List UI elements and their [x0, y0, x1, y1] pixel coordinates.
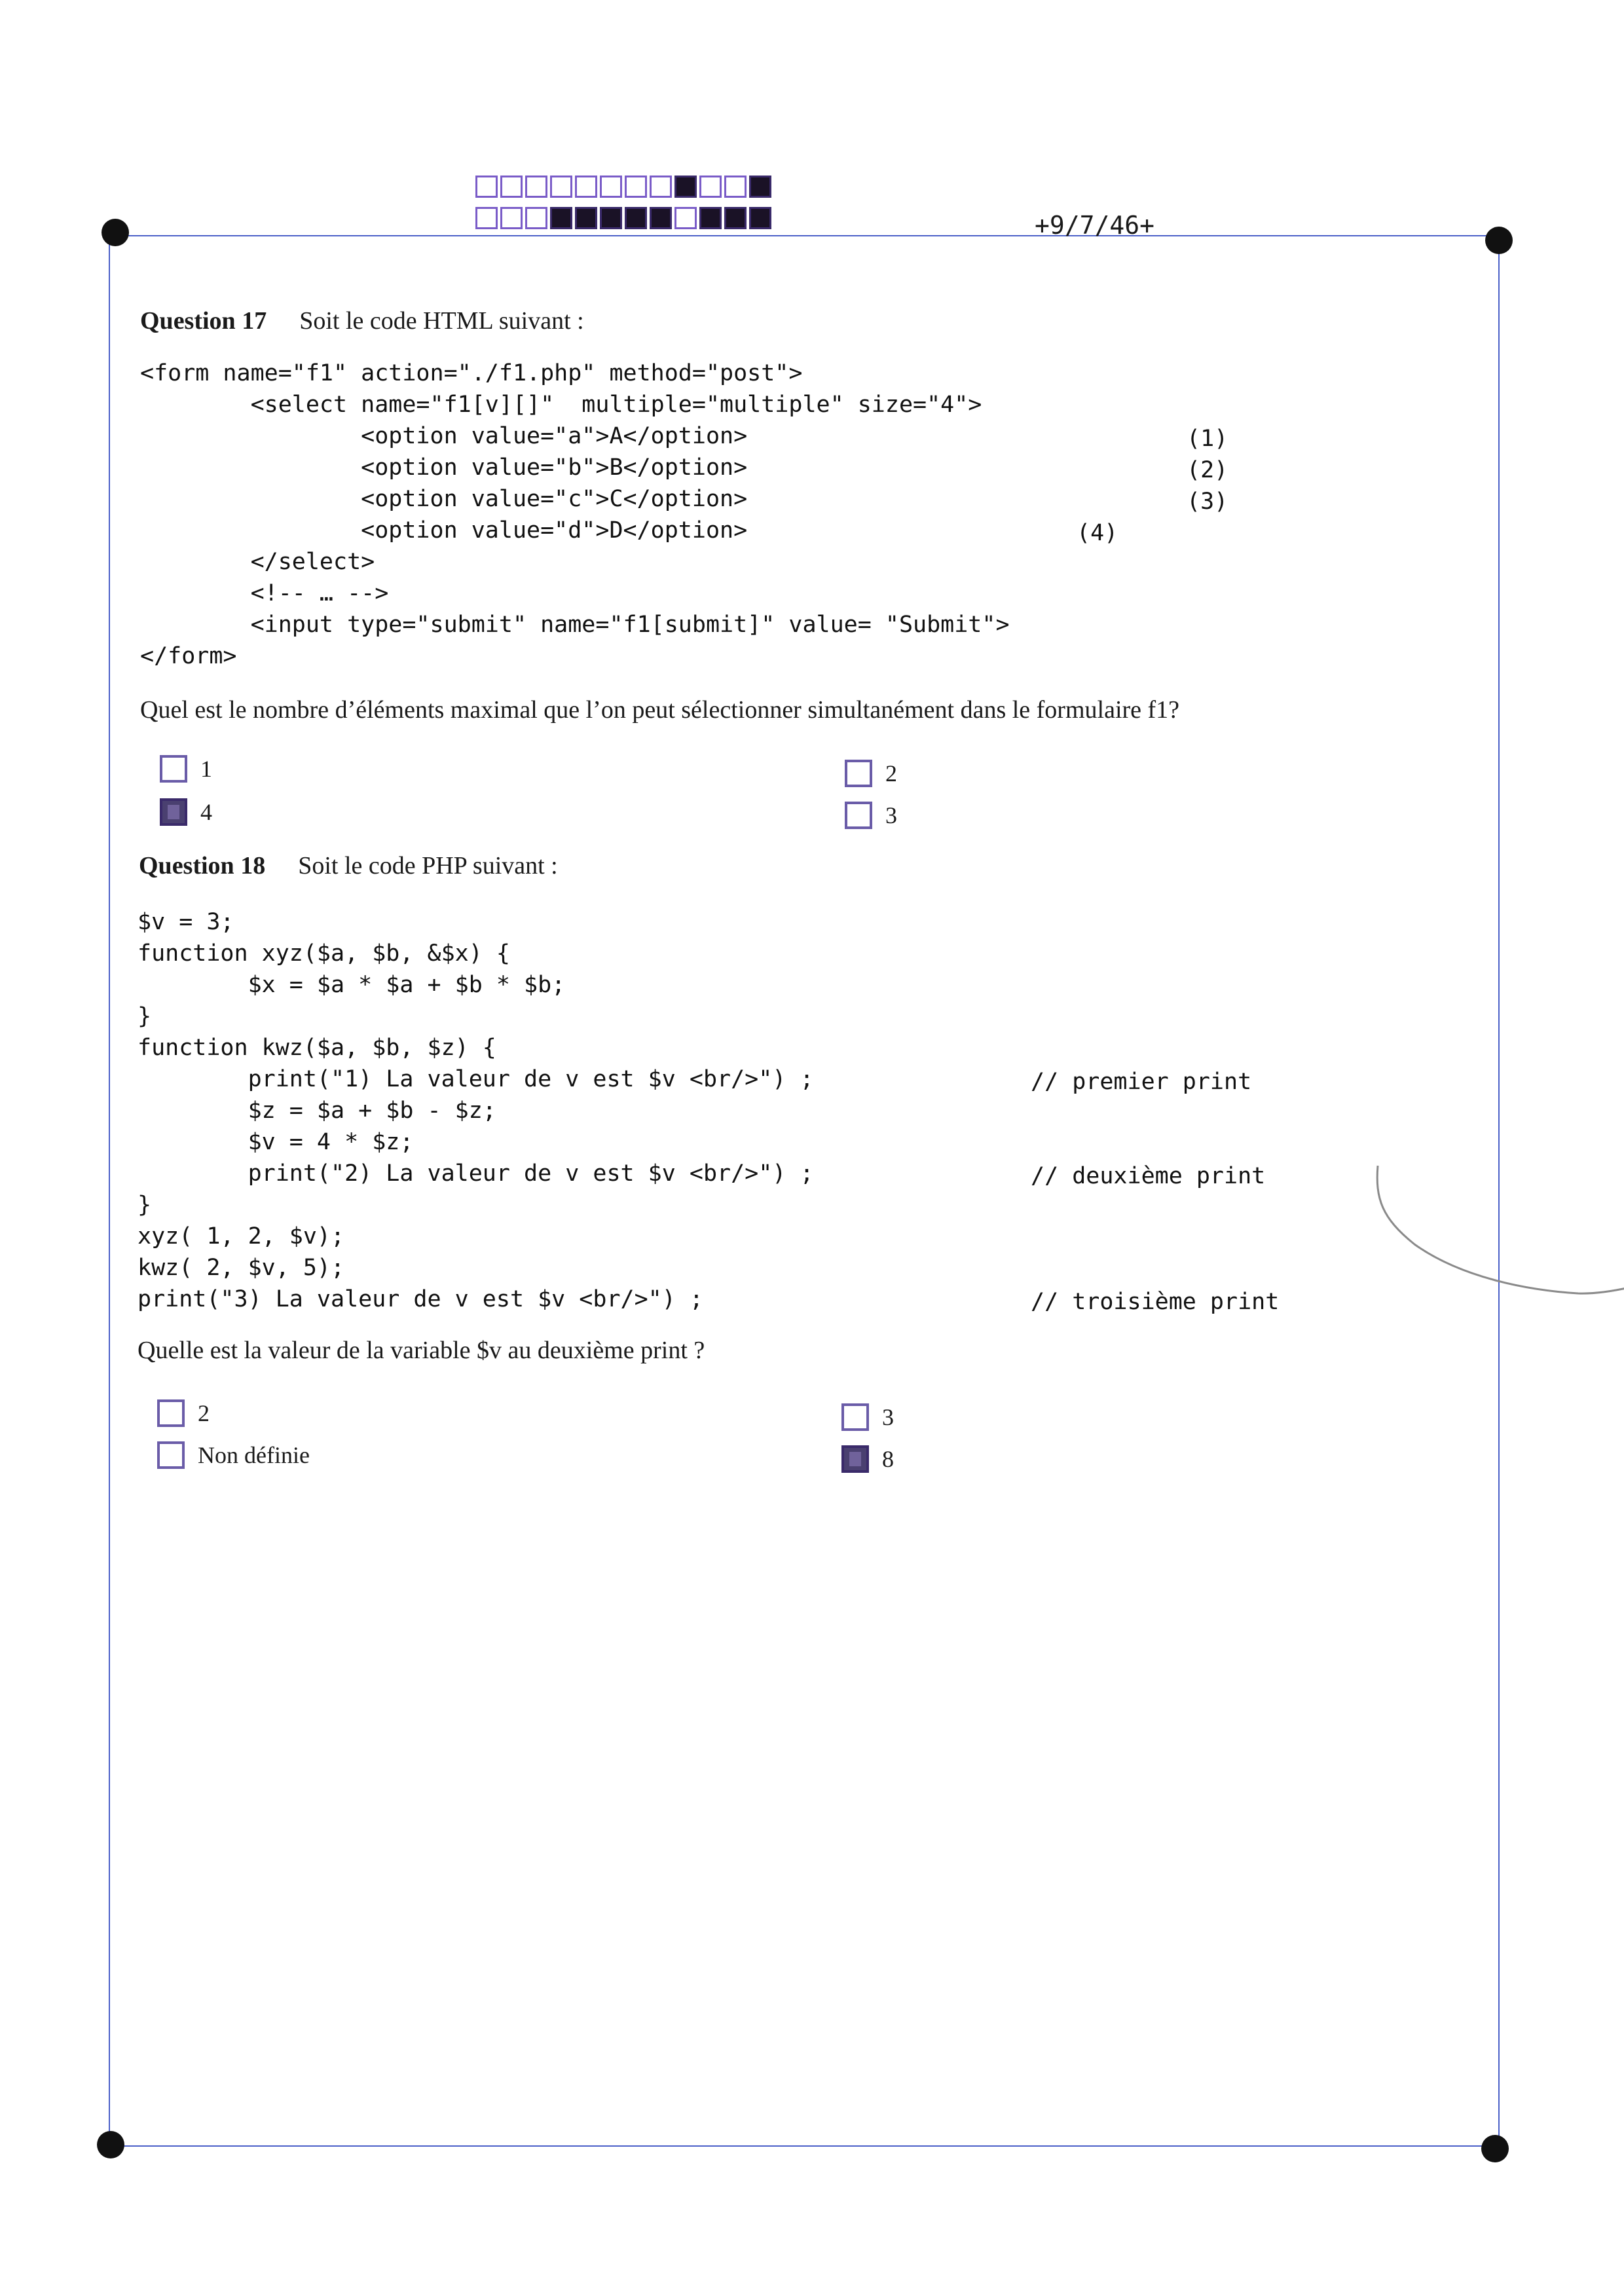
code-annotation: (4)	[1077, 520, 1118, 546]
answer-option[interactable]	[845, 760, 897, 787]
code-line: <!-- … -->	[140, 580, 389, 606]
barcode-cell	[575, 176, 597, 198]
answer-option[interactable]	[160, 798, 212, 826]
barcode-cell	[475, 207, 498, 229]
barcode-cell	[625, 176, 647, 198]
code-line: }	[138, 1192, 152, 1218]
corner-mark-bottom-right	[1481, 2135, 1509, 2162]
code-line: <option value="d">D</option>	[140, 517, 748, 544]
barcode-cell	[674, 207, 697, 229]
answer-label: 2	[885, 760, 897, 787]
checkbox[interactable]	[841, 1445, 869, 1473]
barcode-cell	[749, 207, 771, 229]
checkbox[interactable]	[157, 1399, 185, 1427]
answer-option[interactable]	[841, 1403, 894, 1431]
code-line: print("2) La valeur de v est $v <br/>") ;	[138, 1160, 814, 1187]
barcode-cell	[550, 207, 572, 229]
code-line: }	[138, 1003, 152, 1029]
checkbox[interactable]	[845, 802, 872, 829]
barcode-cell	[674, 176, 697, 198]
code-line: $z = $a + $b - $z;	[138, 1098, 496, 1124]
barcode-cell	[475, 176, 498, 198]
checkbox[interactable]	[160, 798, 187, 826]
question-17-intro: Soit le code HTML suivant :	[299, 307, 584, 335]
question-18-header	[139, 851, 558, 880]
code-line: $v = 4 * $z;	[138, 1129, 414, 1155]
barcode-cell	[525, 176, 547, 198]
answer-label: 3	[882, 1404, 894, 1430]
answer-label: 2	[198, 1400, 210, 1426]
question-18-intro: Soit le code PHP suivant :	[298, 852, 558, 880]
code-line: </select>	[140, 549, 375, 575]
checkbox[interactable]	[845, 760, 872, 787]
answer-label: 1	[200, 756, 212, 782]
barcode-cell	[724, 176, 747, 198]
code-line: function kwz($a, $b, $z) {	[138, 1035, 496, 1061]
code-comment: // premier print	[1031, 1069, 1252, 1095]
answer-option[interactable]	[160, 755, 212, 783]
code-comment: // deuxième print	[1031, 1163, 1266, 1189]
pencil-mark	[1369, 1159, 1624, 1310]
answer-label: 8	[882, 1446, 894, 1472]
code-line: kwz( 2, $v, 5);	[138, 1255, 345, 1281]
barcode-cell	[724, 207, 747, 229]
code-line: <option value="b">B</option>	[140, 454, 748, 481]
corner-mark-top-left	[101, 219, 129, 246]
code-line: </form>	[140, 643, 237, 669]
code-annotation: (3)	[1187, 489, 1228, 515]
barcode-cell	[525, 207, 547, 229]
barcode-cell	[749, 176, 771, 198]
answer-option[interactable]	[841, 1445, 894, 1473]
code-annotation: (2)	[1187, 457, 1228, 483]
barcode-cell	[650, 207, 672, 229]
code-annotation: (1)	[1187, 426, 1228, 452]
code-line: $x = $a * $a + $b * $b;	[138, 972, 566, 998]
barcode-cell	[500, 176, 523, 198]
question-17-header	[140, 306, 584, 335]
code-line: <option value="c">C</option>	[140, 486, 748, 512]
barcode-cell	[575, 207, 597, 229]
barcode-row-2	[475, 207, 771, 229]
code-line: <form name="f1" action="./f1.php" method="post">	[140, 360, 803, 386]
checkbox[interactable]	[160, 755, 187, 783]
barcode-row-1	[475, 176, 771, 198]
answer-option[interactable]	[157, 1399, 210, 1427]
barcode-cell	[500, 207, 523, 229]
question-18-label: Question 18	[139, 852, 266, 880]
frame-top-line	[115, 235, 1500, 236]
code-line: $v = 3;	[138, 909, 234, 935]
frame-left-line	[109, 235, 110, 2145]
question-17-text: Quel est le nombre d’éléments maximal que l’on peut sélectionner simultanément dans le formulaire f1?	[140, 696, 1180, 724]
code-line: function xyz($a, $b, &$x) {	[138, 940, 510, 967]
answer-label: 3	[885, 802, 897, 828]
code-line: <input type="submit" name="f1[submit]" value= "Submit">	[140, 612, 1010, 638]
answer-option[interactable]	[845, 802, 897, 829]
answer-label: Non définie	[198, 1442, 310, 1468]
barcode-cell	[600, 176, 622, 198]
answer-option[interactable]	[157, 1441, 310, 1469]
code-comment: // troisième print	[1031, 1289, 1280, 1315]
answer-label: 4	[200, 799, 212, 825]
code-line: print("3) La valeur de v est $v <br/>") ;	[138, 1286, 703, 1312]
checkbox[interactable]	[157, 1441, 185, 1469]
question-17-label: Question 17	[140, 307, 267, 335]
corner-mark-top-right	[1485, 227, 1513, 254]
barcode-cell	[550, 176, 572, 198]
code-line: print("1) La valeur de v est $v <br/>") ;	[138, 1066, 814, 1092]
corner-mark-bottom-left	[97, 2131, 124, 2158]
code-line: xyz( 1, 2, $v);	[138, 1223, 345, 1250]
barcode-cell	[650, 176, 672, 198]
code-line: <option value="a">A</option>	[140, 423, 748, 449]
barcode-cell	[699, 207, 722, 229]
page-id: +9/7/46+	[1035, 211, 1155, 240]
code-line: <select name="f1[v][]" multiple="multiple" size="4">	[140, 392, 982, 418]
checkbox[interactable]	[841, 1403, 869, 1431]
frame-bottom-line	[109, 2145, 1500, 2147]
barcode-cell	[625, 207, 647, 229]
question-18-text: Quelle est la valeur de la variable $v au deuxième print ?	[138, 1337, 705, 1364]
barcode-cell	[600, 207, 622, 229]
barcode-cell	[699, 176, 722, 198]
